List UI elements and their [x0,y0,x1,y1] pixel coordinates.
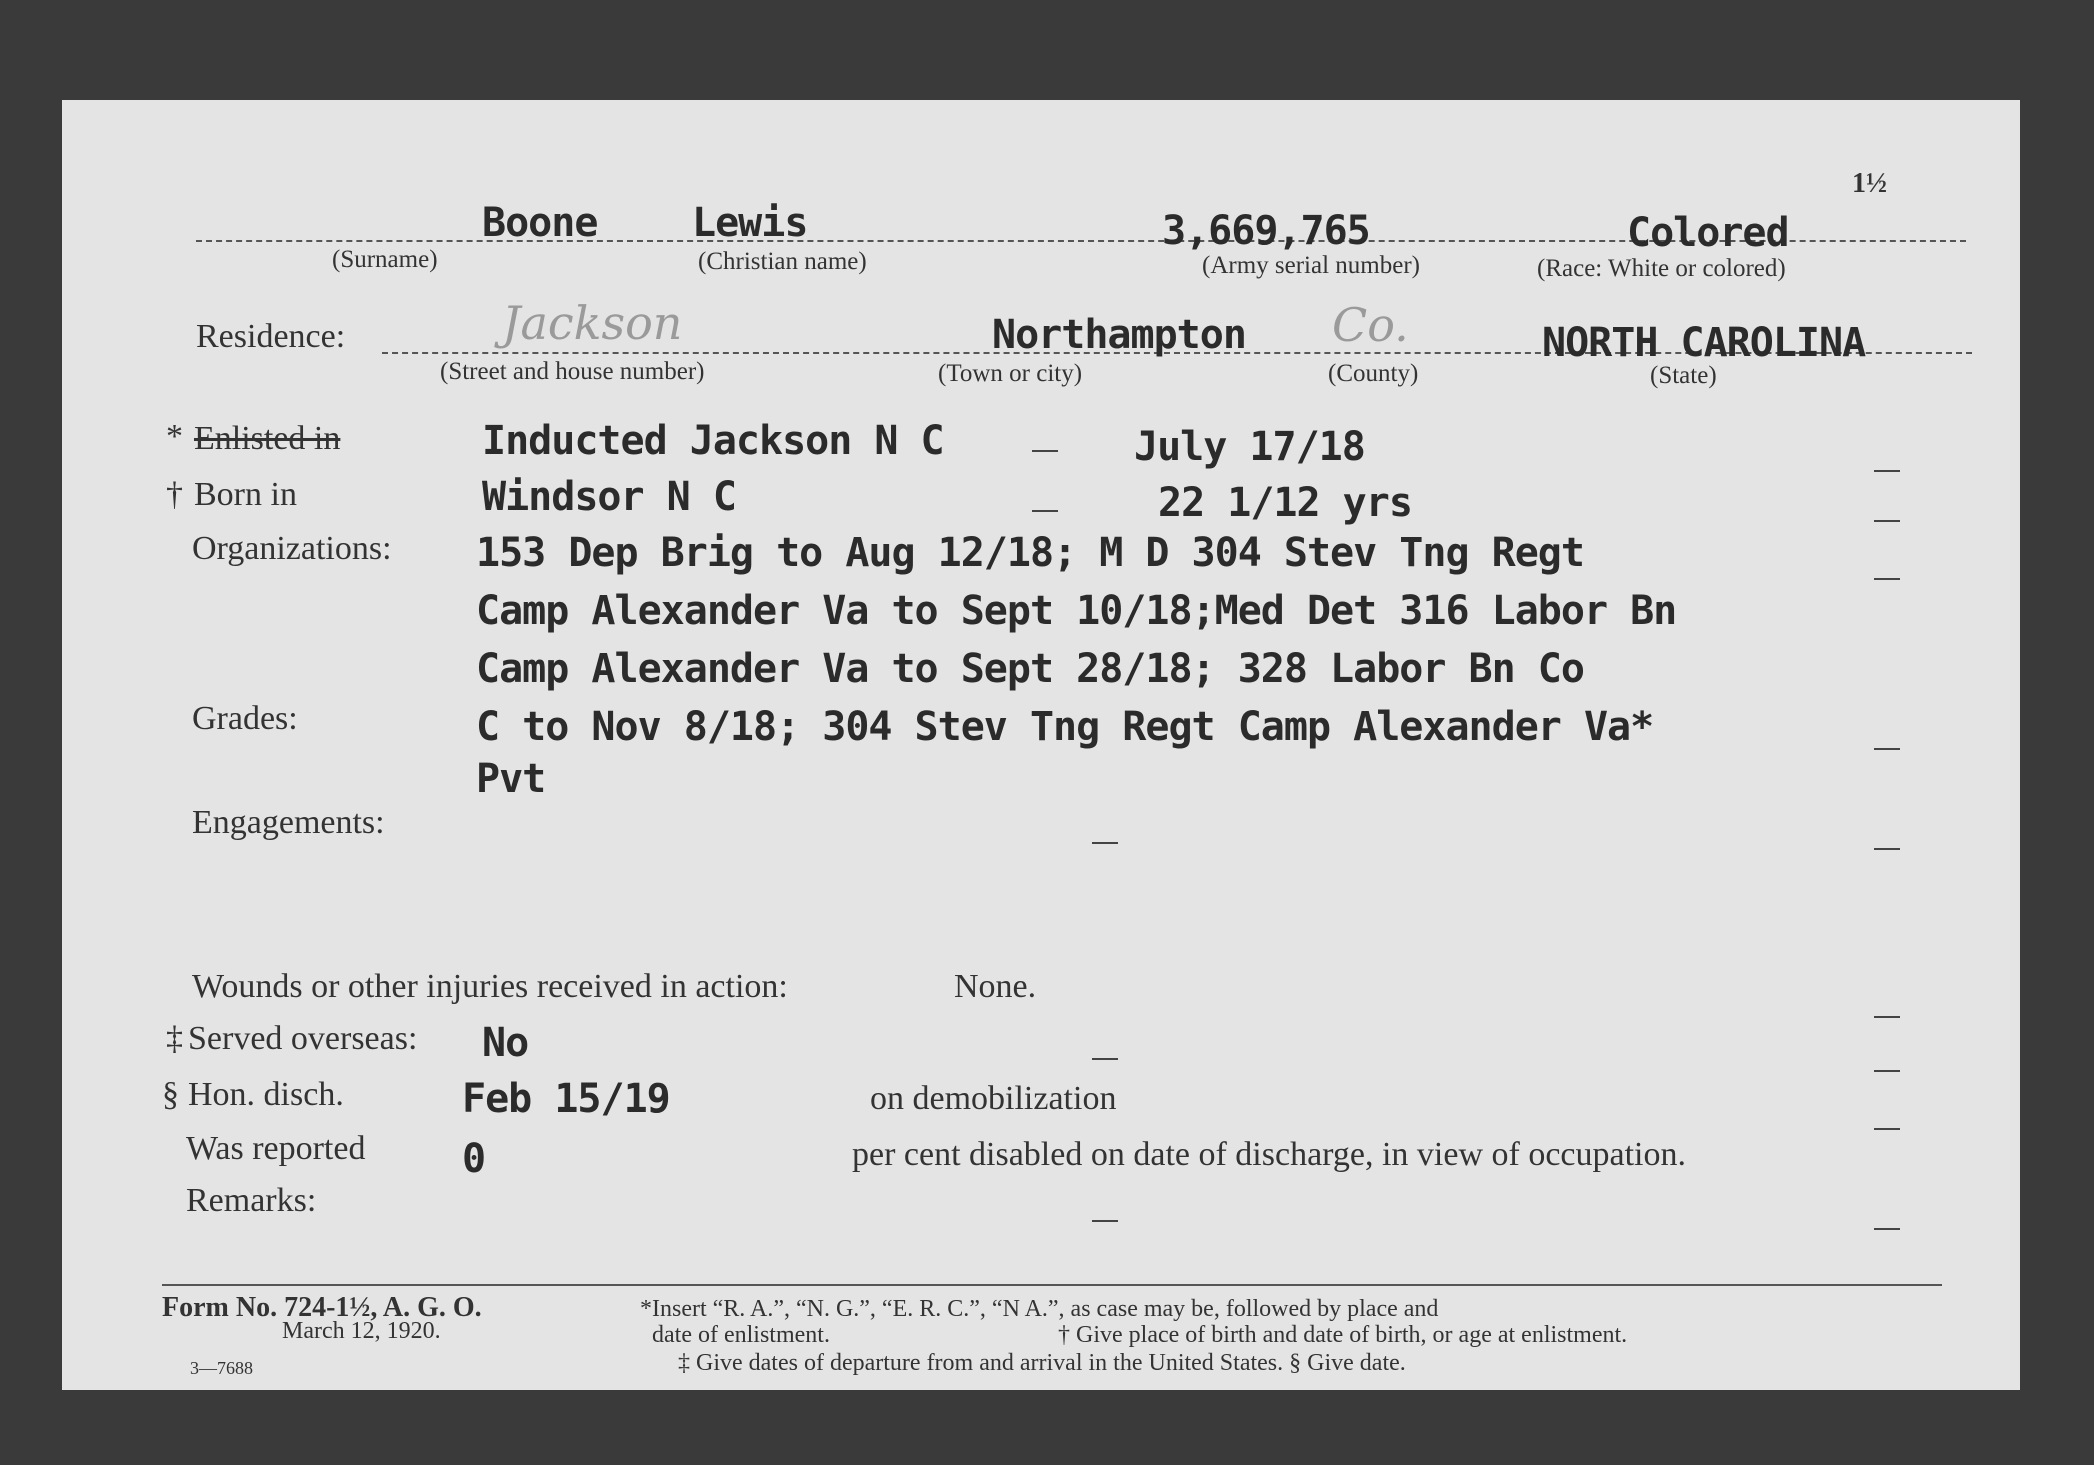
footer-rule [162,1284,1942,1286]
race-caption: (Race: White or colored) [1537,255,1786,282]
engagements-end-tick [1874,848,1900,850]
overseas-label: Served overseas: [188,1020,418,1057]
wounds-value: None. [954,968,1037,1005]
engagements-tick [1092,842,1118,844]
enlisted-label: Enlisted in [194,420,341,457]
engagements-label: Engagements: [192,804,385,841]
overseas-value: No [482,1020,529,1066]
org-tick-2 [1874,748,1900,750]
born-end-tick [1874,520,1900,522]
footnote-enlistment: *Insert “R. A.”, “N. G.”, “E. R. C.”, “N A.”, as case may be, followed by place and [640,1296,1439,1322]
christian-name-value: Lewis [692,200,808,246]
serial-number-caption: (Army serial number) [1202,252,1420,279]
serial-number-value: 3,669,765 [1162,208,1370,254]
remarks-label: Remarks: [186,1182,317,1219]
organizations-label: Organizations: [192,530,392,567]
born-tick [1032,510,1058,512]
hon-disch-mark: § [162,1076,179,1113]
enlisted-value: Inducted Jackson N C [482,418,944,464]
remarks-end-tick [1874,1228,1900,1230]
hon-disch-tick [1874,1070,1900,1072]
age-value: 22 1/12 yrs [1158,480,1412,526]
county-caption: (County) [1328,360,1419,387]
town-value: Northampton [992,312,1246,358]
born-label: Born in [194,476,297,513]
organization-line-2: Camp Alexander Va to Sept 10/18;Med Det 316 Labor Bn [476,588,1677,634]
footnote-overseas: ‡ Give dates of departure from and arrival in the United States. § Give date. [678,1350,1406,1376]
reported-label: Was reported [186,1130,366,1167]
wounds-label: Wounds or other injuries received in action: [192,968,788,1005]
grades-label: Grades: [192,700,298,737]
street-value: Jackson [502,296,683,350]
enlisted-end-tick [1874,470,1900,472]
enlisted-date: July 17/18 [1134,424,1365,470]
hon-disch-value: Feb 15/19 [462,1076,670,1122]
grade-value: Pvt [476,756,546,802]
hon-disch-suffix: on demobilization [870,1080,1117,1117]
surname-caption: (Surname) [332,246,438,273]
reported-tick [1874,1128,1900,1130]
footnote-enlistment-cont: date of enlistment. [652,1322,830,1348]
reported-suffix: per cent disabled on date of discharge, in view of occupation. [852,1136,1686,1173]
form-number: Form No. 724-1½, A. G. O. [162,1292,482,1323]
birthplace-value: Windsor N C [482,474,736,520]
form-date: March 12, 1920. [282,1318,441,1344]
residence-label: Residence: [196,318,346,355]
race-value: Colored [1627,210,1789,256]
state-caption: (State) [1650,362,1717,389]
town-caption: (Town or city) [938,360,1083,387]
organization-line-1: 153 Dep Brig to Aug 12/18; M D 304 Stev Tng Regt [476,530,1584,576]
organization-line-4: C to Nov 8/18; 304 Stev Tng Regt Camp Alexander Va* [476,704,1654,750]
organization-line-3: Camp Alexander Va to Sept 28/18; 328 Labor Bn Co [476,646,1584,692]
enlisted-mark: * [166,418,183,455]
print-code: 3—7688 [190,1358,253,1378]
enlisted-tick [1032,450,1058,452]
overseas-tick [1092,1058,1118,1060]
remarks-tick [1092,1220,1118,1222]
service-record-card [62,100,2020,1390]
card-number: 1½ [1852,168,1887,199]
state-value: NORTH CAROLINA [1542,320,1866,366]
street-caption: (Street and house number) [440,358,705,385]
overseas-mark: ‡ [166,1020,183,1057]
born-mark: † [166,476,183,513]
reported-value: 0 [462,1136,486,1182]
overseas-end-tick [1874,1016,1900,1018]
surname-value: Boone [482,200,598,246]
hon-disch-label: Hon. disch. [188,1076,344,1113]
footnote-birth: † Give place of birth and date of birth, or age at enlistment. [1058,1322,1628,1348]
county-value: Co. [1332,298,1409,352]
christian-name-caption: (Christian name) [698,248,867,275]
org-tick-1 [1874,578,1900,580]
